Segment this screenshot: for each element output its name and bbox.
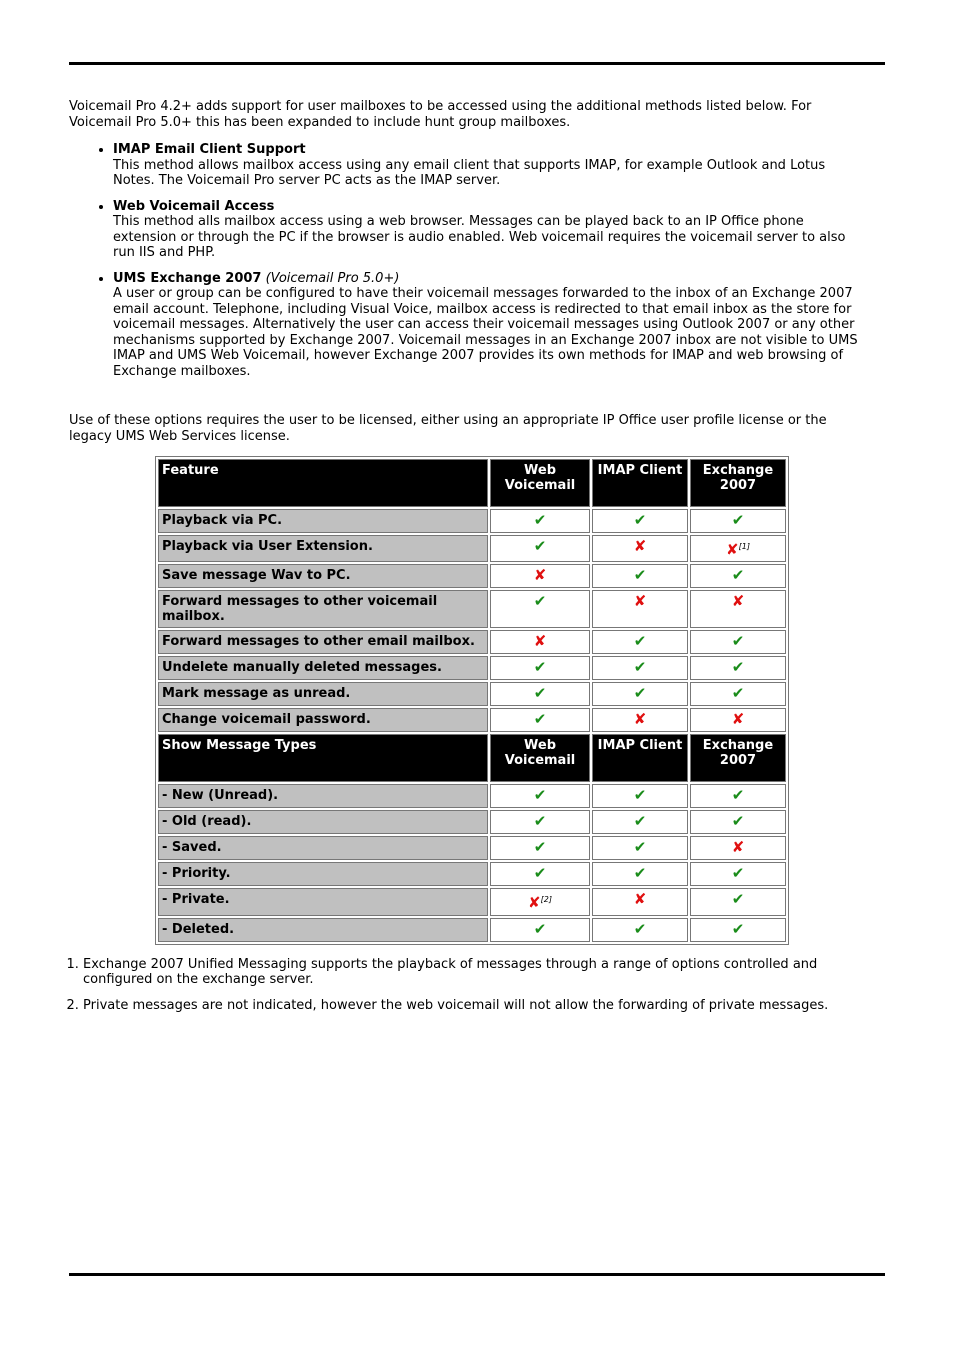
imap-client-support-cell <box>592 630 688 654</box>
check-icon: ✔ <box>633 632 647 651</box>
imap-client-column-header: IMAP Client <box>592 459 688 507</box>
check-icon: ✔ <box>633 864 647 883</box>
imap-client-support-cell <box>592 535 688 562</box>
web-voicemail-support-cell <box>490 590 590 628</box>
feature-row <box>158 708 786 732</box>
footnote-1: 1. Exchange 2007 Unified Messaging supports the playback of messages through a range of options controlled and configured on the exchange server. <box>83 957 869 988</box>
check-icon: ✔ <box>731 511 745 529</box>
check-icon: ✔ <box>731 658 745 677</box>
exchange-support-cell <box>690 862 786 886</box>
imap-client-support-cell <box>592 862 688 886</box>
check-icon: ✔ <box>633 658 647 677</box>
cross-icon: ✘ <box>528 893 541 912</box>
access-methods-list <box>69 142 869 379</box>
method-note: (Voicemail Pro 5.0+) <box>265 270 400 286</box>
feature-header-row <box>158 459 786 507</box>
check-icon: ✔ <box>633 812 647 831</box>
cross-icon: ✘ <box>731 710 745 729</box>
feature-label: Forward messages to other voicemail mailbox. <box>158 590 488 628</box>
check-icon: ✔ <box>533 537 547 555</box>
cross-icon: ✘ <box>731 838 745 857</box>
method-body: This method allows mailbox access using any email client that supports IMAP, for example Outlook and Lotus Notes. The Voicemail Pro server PC acts as the IMAP server. <box>113 157 826 188</box>
footnotes-list <box>69 957 869 1014</box>
check-icon: ✔ <box>633 511 647 529</box>
message-type-row <box>158 810 786 834</box>
message-type-row <box>158 918 786 942</box>
cross-icon: ✘ <box>731 592 745 611</box>
feature-label: Undelete manually deleted messages. <box>158 656 488 680</box>
web-voicemail-support-cell <box>490 888 590 915</box>
check-icon: ✔ <box>533 710 547 729</box>
check-icon: ✔ <box>731 864 745 883</box>
feature-label: Mark message as unread. <box>158 682 488 706</box>
check-icon: ✔ <box>633 684 647 703</box>
feature-label: - Private. <box>158 888 488 915</box>
cross-icon: ✘ <box>533 566 547 585</box>
check-icon: ✔ <box>533 511 547 529</box>
web-voicemail-support-cell <box>490 656 590 680</box>
method-title: UMS Exchange 2007 <box>113 270 262 286</box>
exchange-support-cell <box>690 810 786 834</box>
method-title: Web Voicemail Access <box>113 198 275 214</box>
cross-icon: ✘ <box>533 632 547 651</box>
footnote-reference: [1] <box>738 542 750 551</box>
feature-label: Playback via PC. <box>158 509 488 533</box>
exchange-support-cell <box>690 656 786 680</box>
check-icon: ✔ <box>731 684 745 703</box>
check-icon: ✔ <box>633 786 647 805</box>
check-icon: ✔ <box>533 786 547 805</box>
web-voicemail-support-cell <box>490 682 590 706</box>
feature-label: Change voicemail password. <box>158 708 488 732</box>
cross-icon: ✘ <box>633 537 647 555</box>
exchange-column-header: Exchange 2007 <box>690 459 786 507</box>
intro-paragraph: Voicemail Pro 4.2+ adds support for user mailboxes to be accessed using the additional methods listed below. For Voicemail Pro 5.0+ this has been expanded to include hunt group mailboxes. <box>69 99 812 130</box>
imap-client-support-cell <box>592 682 688 706</box>
check-icon: ✔ <box>533 658 547 677</box>
feature-label: - Deleted. <box>158 918 488 942</box>
web-voicemail-support-cell <box>490 836 590 860</box>
feature-comparison-table <box>155 456 789 945</box>
top-rule <box>69 62 885 65</box>
imap-client-support-cell <box>592 590 688 628</box>
footnote-2: 2. Private messages are not indicated, however the web voicemail will not allow the forwarding of private messages. <box>83 998 869 1014</box>
web-voicemail-column-header: Web Voicemail <box>490 734 590 782</box>
feature-label: - Saved. <box>158 836 488 860</box>
check-icon: ✔ <box>731 812 745 831</box>
check-icon: ✔ <box>731 632 745 651</box>
feature-row <box>158 656 786 680</box>
web-voicemail-support-cell <box>490 708 590 732</box>
web-voicemail-column-header: Web Voicemail <box>490 459 590 507</box>
web-voicemail-support-cell <box>490 630 590 654</box>
check-icon: ✔ <box>633 919 647 938</box>
imap-client-support-cell <box>592 509 688 533</box>
check-icon: ✔ <box>533 592 547 611</box>
feature-label: - Priority. <box>158 862 488 886</box>
exchange-support-cell <box>690 918 786 942</box>
message-type-row <box>158 836 786 860</box>
bottom-rule <box>69 1273 885 1276</box>
web-voicemail-support-cell <box>490 564 590 588</box>
feature-row <box>158 630 786 654</box>
exchange-support-cell <box>690 535 786 562</box>
message-type-row <box>158 862 786 886</box>
cross-icon: ✘ <box>633 710 647 729</box>
method-imap <box>113 142 869 189</box>
imap-client-support-cell <box>592 918 688 942</box>
check-icon: ✔ <box>533 684 547 703</box>
method-web-voicemail <box>113 199 869 261</box>
imap-client-support-cell <box>592 708 688 732</box>
feature-row <box>158 509 786 533</box>
method-title: IMAP Email Client Support <box>113 142 306 157</box>
web-voicemail-support-cell <box>490 509 590 533</box>
web-voicemail-support-cell <box>490 810 590 834</box>
method-body: This method alls mailbox access using a web browser. Messages can be played back to an IP Office phone extension or through the PC if the browser is audio enabled. Web voicemail requires the voicemail server to also run IIS and PHP. <box>113 214 846 260</box>
page-content <box>69 99 869 1023</box>
feature-label: Forward messages to other email mailbox. <box>158 630 488 654</box>
exchange-support-cell <box>690 509 786 533</box>
message-type-row <box>158 784 786 808</box>
check-icon: ✔ <box>533 919 547 938</box>
web-voicemail-support-cell <box>490 784 590 808</box>
feature-row <box>158 590 786 628</box>
exchange-support-cell <box>690 630 786 654</box>
check-icon: ✔ <box>731 566 745 585</box>
imap-client-support-cell <box>592 810 688 834</box>
feature-row <box>158 564 786 588</box>
feature-row <box>158 535 786 562</box>
check-icon: ✔ <box>731 919 745 938</box>
exchange-support-cell <box>690 836 786 860</box>
cross-icon: ✘ <box>633 890 647 909</box>
exchange-support-cell <box>690 888 786 915</box>
cross-icon: ✘ <box>726 540 739 559</box>
feature-label: Save message Wav to PC. <box>158 564 488 588</box>
feature-label: Playback via User Extension. <box>158 535 488 562</box>
check-icon: ✔ <box>533 812 547 831</box>
check-icon: ✔ <box>731 890 745 909</box>
cross-icon: ✘ <box>633 592 647 611</box>
exchange-support-cell <box>690 590 786 628</box>
imap-client-support-cell <box>592 564 688 588</box>
check-icon: ✔ <box>633 566 647 585</box>
check-icon: ✔ <box>533 838 547 857</box>
web-voicemail-support-cell <box>490 535 590 562</box>
web-voicemail-support-cell <box>490 918 590 942</box>
feature-column-header: Feature <box>158 459 488 507</box>
exchange-support-cell <box>690 708 786 732</box>
imap-client-support-cell <box>592 836 688 860</box>
message-types-header-row <box>158 734 786 782</box>
feature-label: - New (Unread). <box>158 784 488 808</box>
exchange-support-cell <box>690 784 786 808</box>
check-icon: ✔ <box>731 786 745 805</box>
imap-client-column-header: IMAP Client <box>592 734 688 782</box>
method-body: A user or group can be configured to have their voicemail messages forwarded to the inbox of an Exchange 2007 email account. Telephone, including Visual Voice, mailbox access is redirected to that email inbox as the store for voicemail messages. Alternatively the user can access their voicemail messages using Outlook 2007 or any other mechanisms supported by Exchange 2007. Voicemail messages in an Exchange 2007 inbox are not visible to UMS IMAP and UMS Web Voicemail, however Exchange 2007 provides its own methods for IMAP and web browsing of Exchange mailboxes. <box>113 286 858 379</box>
method-exchange <box>113 271 869 380</box>
imap-client-support-cell <box>592 784 688 808</box>
exchange-support-cell <box>690 564 786 588</box>
exchange-column-header: Exchange 2007 <box>690 734 786 782</box>
imap-client-support-cell <box>592 888 688 915</box>
imap-client-support-cell <box>592 656 688 680</box>
feature-label: - Old (read). <box>158 810 488 834</box>
check-icon: ✔ <box>533 864 547 883</box>
license-paragraph: Use of these options requires the user to be licensed, either using an appropriate IP Office user profile license or the legacy UMS Web Services license. <box>69 413 827 444</box>
exchange-support-cell <box>690 682 786 706</box>
message-type-row <box>158 888 786 915</box>
feature-row <box>158 682 786 706</box>
check-icon: ✔ <box>633 838 647 857</box>
footnote-reference: [2] <box>540 895 552 905</box>
message-types-column-header: Show Message Types <box>158 734 488 782</box>
web-voicemail-support-cell <box>490 862 590 886</box>
